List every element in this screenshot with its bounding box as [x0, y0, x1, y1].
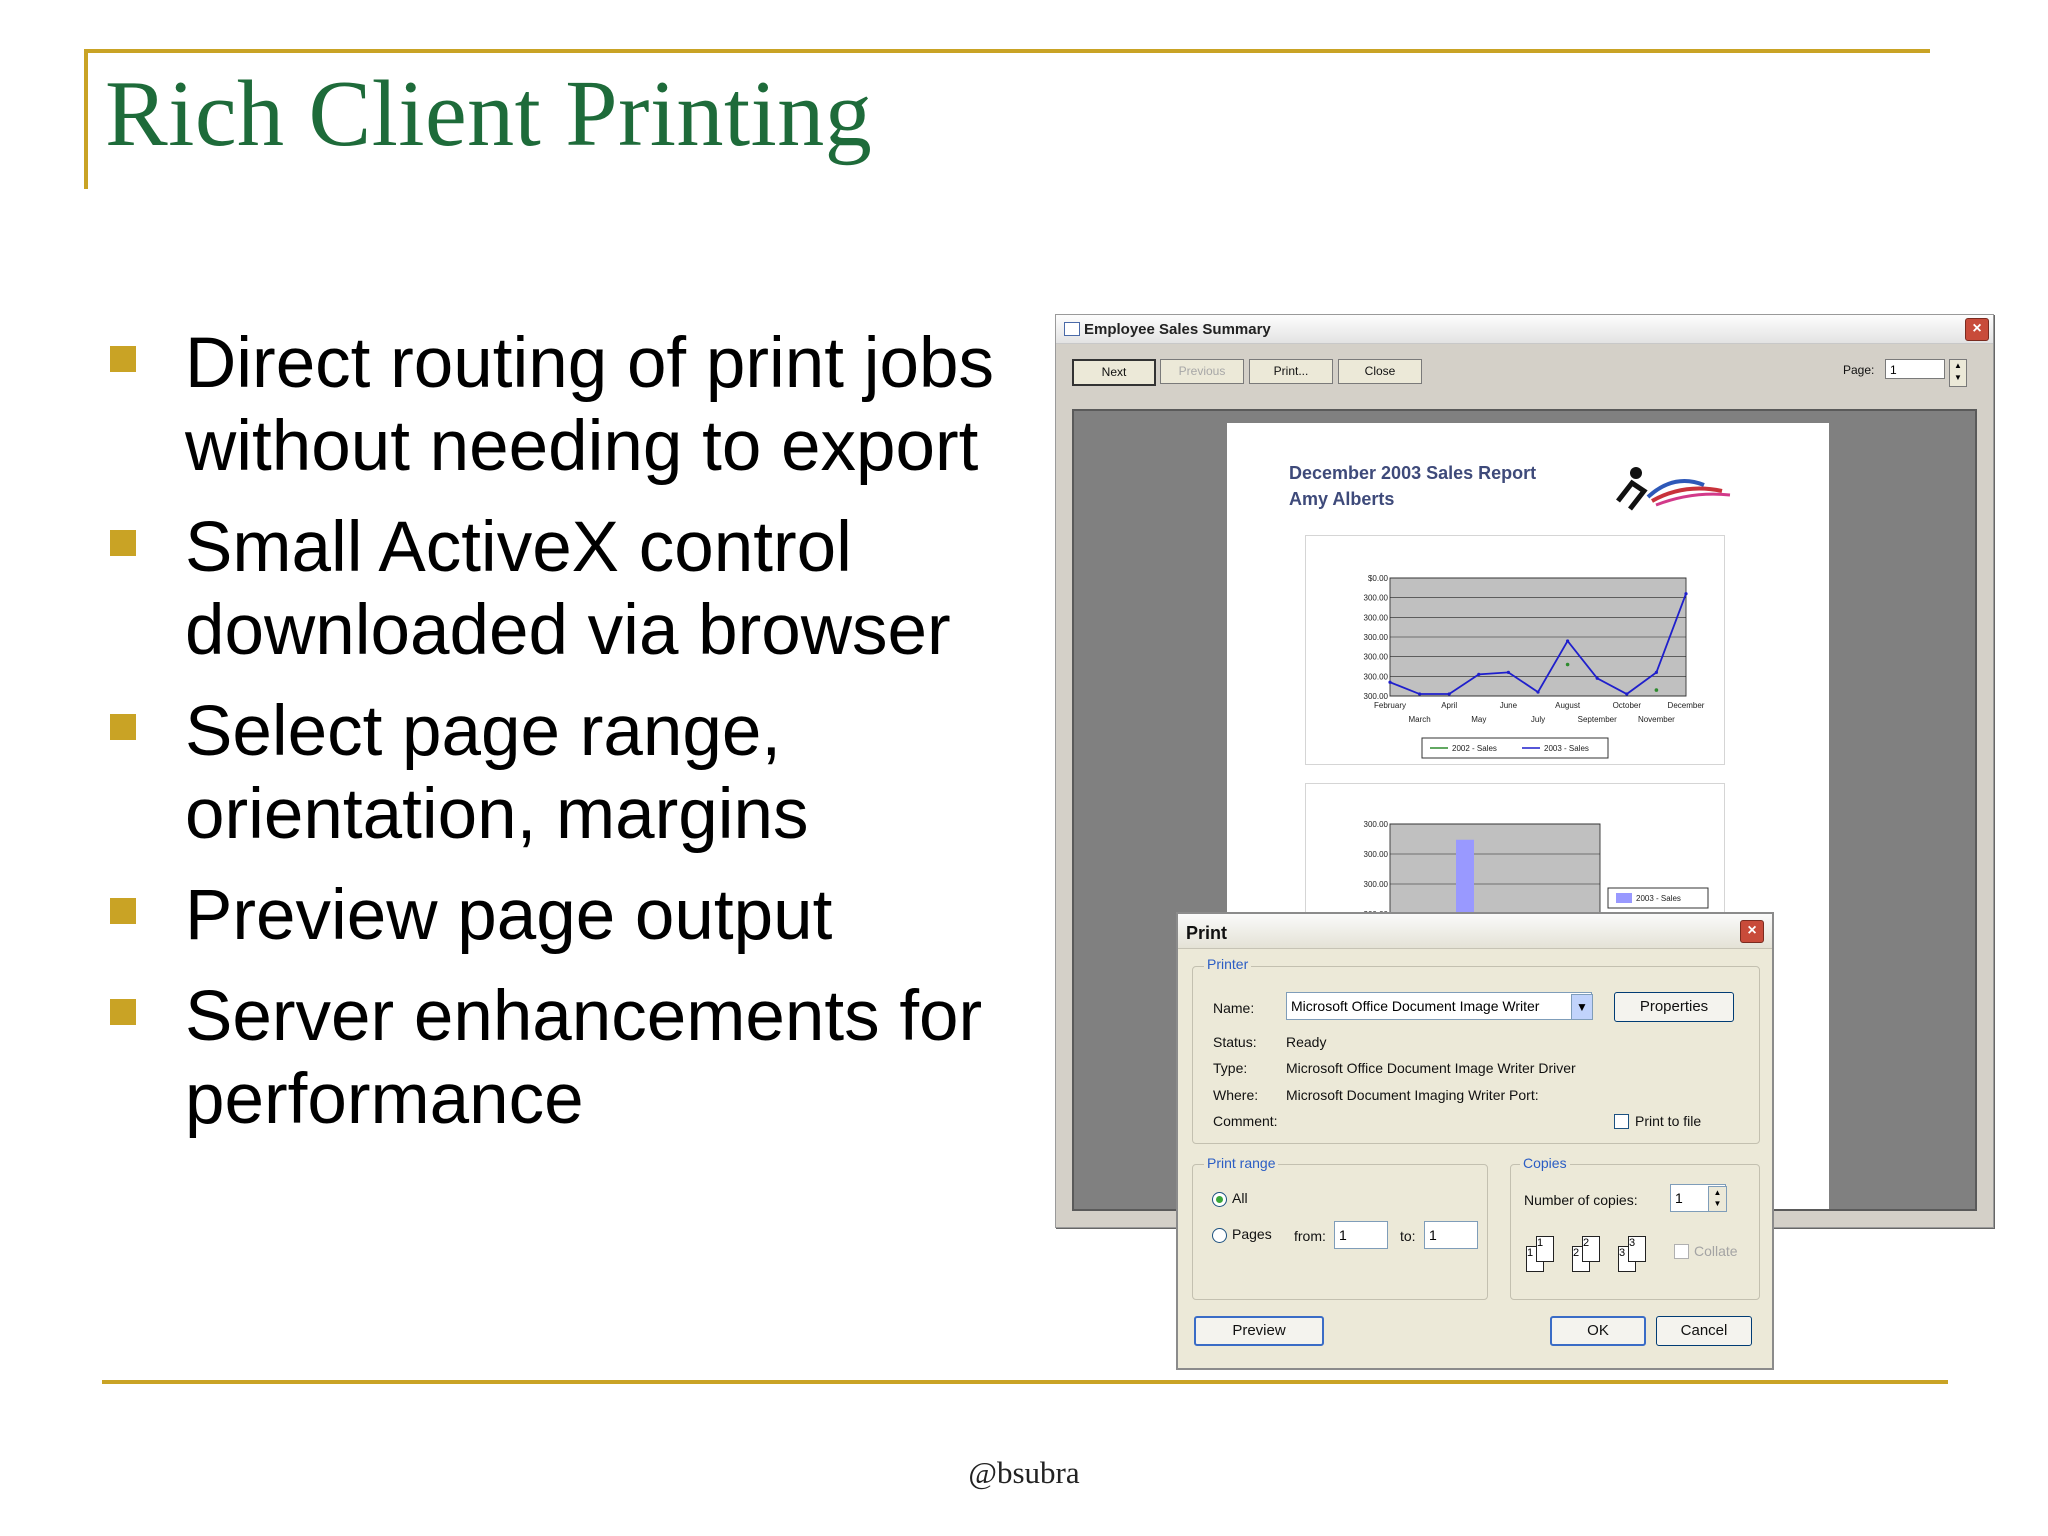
slide-footer: @bsubra	[968, 1455, 1080, 1490]
x-tick-label: October	[1612, 701, 1642, 710]
bullet-text: Small ActiveX control downloaded via browser	[185, 508, 951, 670]
collate-sheet: 3	[1618, 1246, 1636, 1272]
window-app-icon	[1064, 322, 1080, 336]
page-spinner-icon[interactable]: ▲ ▼	[1949, 359, 1967, 387]
data-point	[1418, 692, 1421, 695]
status-value: Ready	[1286, 1034, 1327, 1050]
data-point	[1536, 690, 1539, 693]
bullet-item	[110, 506, 1040, 672]
plot-area	[1390, 824, 1600, 914]
x-tick-label: December	[1667, 701, 1705, 710]
to-label: to:	[1400, 1228, 1416, 1244]
where-label: Where:	[1213, 1087, 1259, 1103]
legend-label: 2002 - Sales	[1452, 744, 1497, 753]
printer-group-label: Printer	[1204, 956, 1251, 972]
collate-sheet: 3	[1628, 1236, 1646, 1262]
bullet-item	[110, 975, 1040, 1141]
previous-button[interactable]: Previous	[1160, 359, 1244, 384]
y-tick-label: 300.00	[1363, 820, 1388, 829]
print-to-file-checkbox[interactable]	[1614, 1114, 1629, 1129]
collate-sheet: 1	[1536, 1236, 1554, 1262]
bullet-item	[110, 690, 1040, 856]
title-rule-left	[84, 49, 88, 189]
copies-spinner-icon[interactable]: ▲ ▼	[1708, 1186, 1727, 1212]
type-value: Microsoft Office Document Image Writer Driver	[1286, 1060, 1576, 1076]
print-dialog	[1176, 912, 1774, 1370]
data-point	[1655, 671, 1658, 674]
legend-label: 2003 - Sales	[1544, 744, 1589, 753]
comment-label: Comment:	[1213, 1113, 1278, 1129]
bullet-text: Select page range, orientation, margins	[185, 692, 809, 854]
title-rule-top	[84, 49, 1930, 53]
x-tick-label: May	[1471, 715, 1487, 724]
bullet-item	[110, 322, 1040, 488]
print-range-label: Print range	[1204, 1155, 1278, 1171]
cancel-button[interactable]: Cancel	[1656, 1316, 1752, 1346]
printer-name-value: Microsoft Office Document Image Writer	[1291, 998, 1540, 1014]
y-tick-label: $0.00	[1367, 574, 1388, 583]
collate-sheet: 1	[1526, 1246, 1544, 1272]
collate-illustration-icon	[1522, 1232, 1662, 1278]
data-point	[1655, 688, 1659, 692]
data-point	[1507, 671, 1510, 674]
print-to-file-label: Print to file	[1635, 1113, 1702, 1129]
from-label: from:	[1294, 1228, 1326, 1244]
close-button[interactable]: Close	[1338, 359, 1422, 384]
number-of-copies-label: Number of copies:	[1524, 1192, 1638, 1208]
x-tick-label: August	[1555, 701, 1581, 710]
y-tick-label: 300.00	[1363, 672, 1388, 682]
data-point	[1684, 592, 1687, 595]
properties-button[interactable]: Properties	[1614, 992, 1734, 1022]
type-label: Type:	[1213, 1060, 1248, 1076]
bullet-item	[110, 874, 1040, 957]
bullet-text: Direct routing of print jobs without needing to export	[185, 324, 994, 486]
bullet-marker-icon	[110, 346, 136, 372]
ok-button[interactable]: OK	[1550, 1316, 1646, 1346]
copies-group-label: Copies	[1520, 1155, 1570, 1171]
y-tick-label: 300.00	[1363, 692, 1388, 701]
data-point	[1566, 663, 1570, 667]
y-tick-label: 300.00	[1363, 613, 1388, 623]
x-tick-label: March	[1408, 715, 1431, 724]
y-tick-label: 300.00	[1363, 593, 1388, 603]
from-page-input[interactable]: 1	[1334, 1221, 1388, 1249]
pages-label: Pages	[1232, 1226, 1272, 1242]
x-tick-label: April	[1441, 701, 1458, 710]
next-button[interactable]: Next	[1072, 359, 1156, 386]
data-point	[1477, 673, 1480, 676]
window-title: Employee Sales Summary	[1084, 321, 1271, 338]
status-label: Status:	[1213, 1034, 1257, 1050]
x-tick-label: July	[1530, 715, 1546, 724]
bullet-marker-icon	[110, 999, 136, 1025]
collate-sheet: 2	[1572, 1246, 1590, 1272]
y-tick-label: 300.00	[1363, 880, 1388, 889]
page-number-input[interactable]: 1	[1885, 359, 1945, 379]
slide-title: Rich Client Printing	[105, 62, 873, 166]
bullet-text: Preview page output	[185, 876, 833, 955]
x-tick-label: February	[1373, 701, 1407, 710]
y-tick-label: 300.00	[1363, 652, 1388, 662]
chevron-down-icon[interactable]: ▼	[1571, 994, 1593, 1020]
line-chart-svg	[1306, 536, 1724, 764]
data-point	[1388, 681, 1391, 684]
all-pages-radio[interactable]	[1212, 1192, 1227, 1207]
bullet-marker-icon	[110, 714, 136, 740]
x-tick-label: September	[1577, 715, 1617, 724]
bullet-list	[110, 322, 1040, 1159]
x-tick-label: June	[1499, 701, 1518, 710]
report-subtitle: Amy Alberts	[1289, 489, 1395, 509]
page-label: Page:	[1843, 363, 1875, 377]
bullet-text: Server enhancements for performance	[185, 977, 983, 1139]
all-pages-label: All	[1232, 1190, 1248, 1206]
data-point	[1448, 692, 1451, 695]
y-tick-label: 300.00	[1363, 850, 1388, 859]
company-logo-icon	[1612, 461, 1737, 516]
bullet-marker-icon	[110, 530, 136, 556]
bullet-marker-icon	[110, 898, 136, 924]
window-titlebar[interactable]	[1056, 315, 1993, 344]
collate-sheet: 2	[1582, 1236, 1600, 1262]
collate-label: Collate	[1694, 1243, 1738, 1259]
legend-label: 2003 - Sales	[1636, 894, 1681, 903]
copies-input[interactable]: 1	[1670, 1184, 1726, 1212]
where-value: Microsoft Document Imaging Writer Port:	[1286, 1087, 1539, 1103]
dialog-close-icon[interactable]: ×	[1740, 920, 1764, 943]
legend-swatch	[1616, 893, 1632, 903]
line-chart	[1305, 535, 1725, 765]
data-point	[1596, 677, 1599, 680]
y-tick-label: 300.00	[1363, 633, 1388, 642]
x-tick-label: November	[1637, 715, 1675, 724]
to-page-input[interactable]: 1	[1424, 1221, 1478, 1249]
preview-button[interactable]: Preview	[1194, 1316, 1324, 1346]
print-button[interactable]: Print...	[1249, 359, 1333, 384]
window-close-icon[interactable]: ×	[1965, 318, 1989, 341]
pages-radio[interactable]	[1212, 1228, 1227, 1243]
report-title: December 2003 Sales Report	[1289, 463, 1537, 483]
data-point	[1625, 692, 1628, 695]
footer-rule	[102, 1380, 1948, 1384]
dialog-title: Print	[1186, 923, 1228, 943]
name-label: Name:	[1213, 1000, 1255, 1016]
collate-checkbox[interactable]	[1674, 1244, 1689, 1259]
printer-name-select[interactable]	[1286, 992, 1592, 1020]
dialog-titlebar[interactable]	[1178, 914, 1772, 949]
data-point	[1566, 639, 1569, 642]
